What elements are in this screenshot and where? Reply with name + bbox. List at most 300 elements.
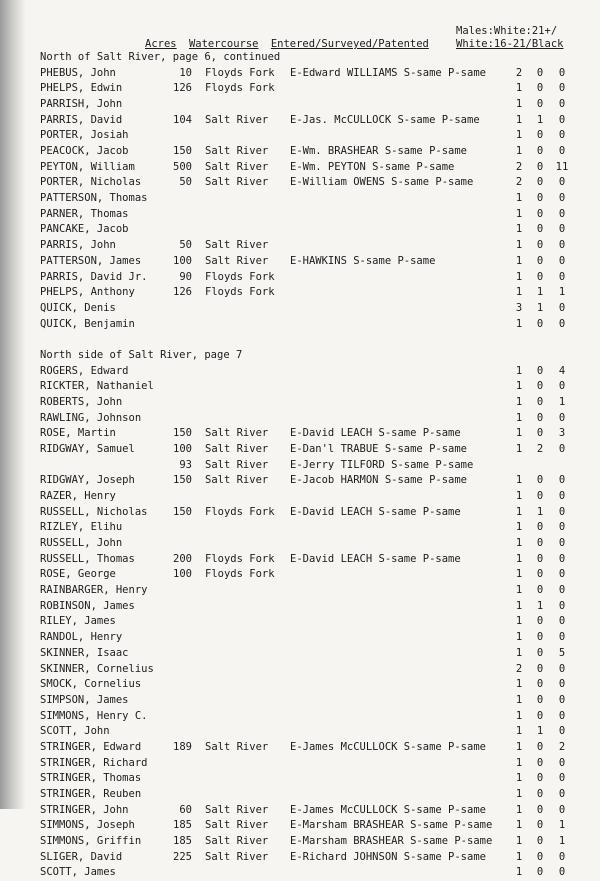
- record-white-16-21: 0: [536, 584, 544, 597]
- record-black: 0: [558, 301, 566, 314]
- record-name: STRINGER, John: [40, 803, 129, 816]
- record-entered: E-Wm. PEYTON S-same P-same: [290, 160, 455, 173]
- record-white-16-21: 0: [536, 82, 544, 95]
- record-name: STRINGER, Edward: [40, 740, 142, 753]
- record-males-21: 1: [515, 568, 523, 581]
- record-name: SIMMONS, Henry C.: [40, 709, 148, 722]
- record-black: 0: [558, 662, 566, 675]
- record-males-21: 1: [515, 82, 523, 95]
- record-black: 0: [558, 98, 566, 111]
- record-entered: E-David LEACH S-same P-same: [290, 552, 461, 565]
- record-black: 1: [558, 395, 566, 408]
- record-watercourse: Floyds Fork: [205, 270, 275, 283]
- column-headers: [145, 38, 435, 50]
- record-white-16-21: 0: [536, 646, 544, 659]
- record-row: [0, 145, 600, 160]
- record-row: [0, 757, 600, 772]
- record-white-16-21: 0: [536, 866, 544, 879]
- record-white-16-21: 1: [536, 113, 544, 126]
- header-entered: Entered/Surveyed/Patented: [270, 38, 429, 50]
- record-males-21: 1: [515, 223, 523, 236]
- record-entered: E-James McCULLOCK S-same P-same: [290, 803, 486, 816]
- record-males-21: 1: [515, 505, 523, 518]
- record-name: ROSE, George: [40, 568, 116, 581]
- record-row: [0, 114, 600, 129]
- record-row: [0, 459, 600, 474]
- record-row: [0, 427, 600, 442]
- record-males-21: 1: [515, 254, 523, 267]
- record-row: [0, 239, 600, 254]
- record-name: STRINGER, Richard: [40, 756, 148, 769]
- record-name: QUICK, Benjamin: [40, 317, 135, 330]
- record-name: RIDGWAY, Samuel: [40, 443, 135, 455]
- record-black: 0: [558, 270, 566, 283]
- record-black: 0: [558, 756, 566, 769]
- record-row: [0, 67, 600, 82]
- record-males-21: 1: [515, 364, 523, 377]
- record-males-21: 1: [515, 207, 523, 220]
- record-white-16-21: 0: [536, 756, 544, 769]
- record-name: RIDGWAY, Joseph: [40, 474, 135, 487]
- record-black: 0: [558, 380, 566, 393]
- record-name: SCOTT, John: [40, 725, 110, 738]
- record-black: 1: [558, 819, 566, 832]
- record-white-16-21: 0: [536, 615, 544, 628]
- record-males-21: 1: [515, 772, 523, 785]
- record-white-16-21: 0: [536, 66, 544, 79]
- record-black: 0: [558, 772, 566, 785]
- record-watercourse: Floyds Fork: [205, 82, 275, 95]
- record-white-16-21: 1: [536, 286, 544, 299]
- record-name: RAZER, Henry: [40, 490, 116, 503]
- record-row: [0, 694, 600, 709]
- record-name: PATTERSON, James: [40, 254, 142, 267]
- record-males-21: 1: [515, 286, 523, 299]
- record-males-21: 1: [515, 725, 523, 738]
- record-entered: E-Jacob HARMON S-same P-same: [290, 474, 468, 487]
- record-black: 0: [558, 129, 566, 142]
- record-row: [0, 866, 600, 881]
- record-males-21: 1: [515, 850, 523, 863]
- record-acres: 90: [179, 270, 192, 283]
- record-entered: E-Edward WILLIAMS S-same P-same: [290, 66, 486, 79]
- record-row: [0, 788, 600, 803]
- record-white-16-21: 1: [536, 725, 544, 738]
- record-acres: 150: [173, 145, 192, 158]
- record-white-16-21: 0: [536, 254, 544, 267]
- record-row: [0, 819, 600, 834]
- record-black: 1: [558, 835, 566, 847]
- record-watercourse: Floyds Fork: [205, 568, 275, 581]
- record-males-21: 1: [515, 98, 523, 111]
- record-row: [0, 506, 600, 521]
- record-black: 0: [558, 709, 566, 722]
- record-name: RUSSELL, Nicholas: [40, 505, 148, 518]
- record-row: [0, 851, 600, 866]
- record-entered: E-David LEACH S-same P-same: [290, 427, 461, 440]
- record-white-16-21: 0: [536, 207, 544, 220]
- record-row: [0, 443, 600, 458]
- record-white-16-21: 0: [536, 521, 544, 534]
- record-males-21: 1: [515, 835, 523, 847]
- record-watercourse: Salt River: [205, 443, 269, 455]
- record-black: 1: [558, 286, 566, 299]
- record-males-21: 1: [515, 552, 523, 565]
- record-acres: 10: [179, 66, 192, 79]
- record-black: 0: [558, 254, 566, 267]
- record-row: [0, 647, 600, 662]
- record-black: 0: [558, 599, 566, 612]
- record-acres: 50: [179, 176, 192, 189]
- record-acres: 126: [173, 82, 192, 95]
- record-males-21: 1: [515, 787, 523, 800]
- record-white-16-21: 0: [536, 678, 544, 691]
- record-watercourse: Salt River: [205, 176, 269, 189]
- record-males-21: 1: [515, 427, 523, 440]
- record-males-21: 1: [515, 317, 523, 330]
- record-watercourse: Salt River: [205, 427, 269, 440]
- record-name: RUSSELL, John: [40, 537, 123, 550]
- record-name: QUICK, Denis: [40, 301, 116, 314]
- record-entered: E-Marsham BRASHEAR S-same P-same: [290, 819, 493, 832]
- record-black: 0: [558, 678, 566, 691]
- record-name: PHELPS, Anthony: [40, 286, 135, 299]
- record-entered: E-Wm. BRASHEAR S-same P-same: [290, 145, 468, 158]
- record-white-16-21: 0: [536, 364, 544, 377]
- record-males-21: 1: [515, 819, 523, 832]
- record-black: 0: [558, 192, 566, 205]
- record-row: [0, 98, 600, 113]
- record-acres: 93: [179, 458, 192, 471]
- record-black: 0: [558, 866, 566, 879]
- section-title: North side of Salt River, page 7: [40, 348, 243, 361]
- record-males-21: 1: [515, 646, 523, 659]
- record-name: SMOCK, Cornelius: [40, 678, 142, 691]
- record-acres: 60: [179, 803, 192, 816]
- record-black: 0: [558, 474, 566, 487]
- record-name: PEYTON, William: [40, 160, 135, 173]
- record-males-21: 1: [515, 145, 523, 158]
- record-watercourse: Floyds Fork: [205, 286, 275, 299]
- record-watercourse: Salt River: [205, 835, 269, 847]
- record-black: 0: [558, 615, 566, 628]
- record-males-21: 1: [515, 678, 523, 691]
- record-row: [0, 537, 600, 552]
- record-males-21: 2: [515, 160, 523, 173]
- record-entered: E-David LEACH S-same P-same: [290, 505, 461, 518]
- record-males-21: 1: [515, 239, 523, 252]
- record-white-16-21: 0: [536, 835, 544, 847]
- record-entered: E-Jas. McCULLOCK S-same P-same: [290, 113, 480, 126]
- record-watercourse: Salt River: [205, 850, 269, 863]
- record-black: 3: [558, 427, 566, 440]
- record-name: PANCAKE, Jacob: [40, 223, 129, 236]
- record-name: SKINNER, Cornelius: [40, 662, 154, 675]
- record-white-16-21: 0: [536, 427, 544, 440]
- record-black: 0: [558, 207, 566, 220]
- record-row: [0, 631, 600, 646]
- record-white-16-21: 0: [536, 693, 544, 706]
- record-row: [0, 380, 600, 395]
- record-name: SIMMONS, Joseph: [40, 819, 135, 832]
- record-watercourse: Floyds Fork: [205, 66, 275, 79]
- header-watercourse: Watercourse: [188, 38, 259, 50]
- record-white-16-21: 0: [536, 537, 544, 550]
- record-white-16-21: 0: [536, 803, 544, 816]
- record-row: [0, 271, 600, 286]
- record-acres: 150: [173, 427, 192, 440]
- record-watercourse: Salt River: [205, 160, 269, 173]
- record-row: [0, 286, 600, 301]
- record-white-16-21: 0: [536, 129, 544, 142]
- record-row: [0, 192, 600, 207]
- record-watercourse: Salt River: [205, 145, 269, 158]
- record-row: [0, 176, 600, 191]
- record-males-21: 1: [515, 129, 523, 142]
- record-name: PARNER, Thomas: [40, 207, 129, 220]
- record-row: [0, 835, 600, 850]
- record-entered: E-Marsham BRASHEAR S-same P-same: [290, 835, 493, 847]
- record-name: PHEBUS, John: [40, 66, 116, 79]
- record-white-16-21: 0: [536, 270, 544, 283]
- record-black: 0: [558, 223, 566, 236]
- record-name: PARRIS, David Jr.: [40, 270, 148, 283]
- record-black: 0: [558, 725, 566, 738]
- record-black: 0: [558, 411, 566, 424]
- record-black: 0: [558, 693, 566, 706]
- record-entered: E-William OWENS S-same P-same: [290, 176, 474, 189]
- record-white-16-21: 1: [536, 599, 544, 612]
- record-males-21: 1: [515, 537, 523, 550]
- record-males-21: 1: [515, 192, 523, 205]
- record-males-21: 1: [515, 490, 523, 503]
- record-acres: 150: [173, 474, 192, 487]
- record-row: [0, 804, 600, 819]
- record-males-21: 2: [515, 662, 523, 675]
- record-black: 5: [558, 646, 566, 659]
- record-row: [0, 725, 600, 740]
- record-black: 0: [558, 631, 566, 644]
- record-males-21: 1: [515, 740, 523, 753]
- record-row: [0, 568, 600, 583]
- record-name: RUSSELL, Thomas: [40, 552, 135, 565]
- record-white-16-21: 0: [536, 223, 544, 236]
- record-black: 0: [558, 443, 566, 455]
- record-males-21: 1: [515, 803, 523, 816]
- record-white-16-21: 0: [536, 192, 544, 205]
- record-watercourse: Salt River: [205, 819, 269, 832]
- record-entered: E-HAWKINS S-same P-same: [290, 254, 436, 267]
- record-black: 11: [555, 160, 569, 173]
- record-watercourse: Salt River: [205, 113, 269, 126]
- record-entered: E-Richard JOHNSON S-same P-same: [290, 850, 486, 863]
- record-name: SLIGER, David: [40, 850, 123, 863]
- record-white-16-21: 0: [536, 740, 544, 753]
- record-black: 0: [558, 505, 566, 518]
- record-black: 2: [558, 740, 566, 753]
- record-name: ROSE, Martin: [40, 427, 116, 440]
- record-acres: 150: [173, 505, 192, 518]
- record-row: [0, 208, 600, 223]
- record-name: PEACOCK, Jacob: [40, 145, 129, 158]
- record-acres: 100: [173, 254, 192, 267]
- record-name: PORTER, Josiah: [40, 129, 129, 142]
- record-males-21: 2: [515, 66, 523, 79]
- record-watercourse: Floyds Fork: [205, 505, 275, 518]
- record-entered: E-Jerry TILFORD S-same P-same: [290, 458, 474, 471]
- record-row: [0, 678, 600, 693]
- record-name: RIZLEY, Elihu: [40, 521, 123, 534]
- record-name: SIMPSON, James: [40, 693, 129, 706]
- record-row: [0, 615, 600, 630]
- record-males-21: 1: [515, 631, 523, 644]
- record-white-16-21: 0: [536, 145, 544, 158]
- record-row: [0, 600, 600, 615]
- record-row: [0, 302, 600, 317]
- record-males-21: 1: [515, 866, 523, 879]
- record-white-16-21: 0: [536, 176, 544, 189]
- record-males-21: 1: [515, 756, 523, 769]
- record-males-21: 1: [515, 270, 523, 283]
- record-name: RAINBARGER, Henry: [40, 584, 148, 597]
- record-name: PARRIS, David: [40, 113, 123, 126]
- record-black: 0: [558, 490, 566, 503]
- record-males-21: 2: [515, 176, 523, 189]
- record-white-16-21: 0: [536, 850, 544, 863]
- record-row: [0, 365, 600, 380]
- record-row: [0, 553, 600, 568]
- record-row: [0, 318, 600, 333]
- record-name: RAWLING, Johnson: [40, 411, 142, 424]
- record-males-21: 1: [515, 709, 523, 722]
- record-acres: 189: [173, 740, 192, 753]
- record-name: ROBERTS, John: [40, 395, 123, 408]
- record-name: SIMMONS, Griffin: [40, 835, 142, 847]
- record-white-16-21: 0: [536, 772, 544, 785]
- record-watercourse: Salt River: [205, 803, 269, 816]
- record-males-21: 1: [515, 113, 523, 126]
- record-watercourse: Salt River: [205, 239, 269, 252]
- header-males-label: Males:White:21+/: [456, 25, 558, 37]
- record-name: STRINGER, Thomas: [40, 772, 142, 785]
- record-black: 0: [558, 113, 566, 126]
- record-acres: 185: [173, 835, 192, 847]
- record-black: 0: [558, 552, 566, 565]
- record-white-16-21: 0: [536, 787, 544, 800]
- record-males-21: 1: [515, 584, 523, 597]
- record-row: [0, 412, 600, 427]
- record-white-16-21: 0: [536, 552, 544, 565]
- record-watercourse: Salt River: [205, 740, 269, 753]
- record-white-16-21: 0: [536, 411, 544, 424]
- record-males-21: 1: [515, 474, 523, 487]
- record-white-16-21: 0: [536, 490, 544, 503]
- record-row: [0, 129, 600, 144]
- record-white-16-21: 0: [536, 568, 544, 581]
- record-males-21: 1: [515, 615, 523, 628]
- record-row: [0, 521, 600, 536]
- header-white-black: White:16-21/Black: [456, 38, 564, 50]
- record-row: [0, 161, 600, 176]
- record-males-21: 1: [515, 411, 523, 424]
- record-black: 4: [558, 364, 566, 377]
- record-black: 0: [558, 66, 566, 79]
- record-row: [0, 663, 600, 678]
- record-white-16-21: 0: [536, 317, 544, 330]
- record-row: [0, 584, 600, 599]
- record-name: ROBINSON, James: [40, 599, 135, 612]
- record-black: 0: [558, 803, 566, 816]
- record-white-16-21: 0: [536, 819, 544, 832]
- record-black: 0: [558, 145, 566, 158]
- record-males-21: 1: [515, 443, 523, 455]
- record-entered: E-James McCULLOCK S-same P-same: [290, 740, 486, 753]
- record-name: RILEY, James: [40, 615, 116, 628]
- record-row: [0, 255, 600, 270]
- record-watercourse: Salt River: [205, 474, 269, 487]
- record-name: PORTER, Nicholas: [40, 176, 142, 189]
- record-row: [0, 772, 600, 787]
- record-black: 0: [558, 521, 566, 534]
- record-black: 0: [558, 584, 566, 597]
- record-black: 0: [558, 850, 566, 863]
- record-acres: 200: [173, 552, 192, 565]
- record-acres: 126: [173, 286, 192, 299]
- record-name: RICKTER, Nathaniel: [40, 380, 154, 393]
- record-white-16-21: 1: [536, 301, 544, 314]
- record-entered: E-Dan'l TRABUE S-same P-same: [290, 443, 468, 455]
- record-white-16-21: 0: [536, 474, 544, 487]
- record-row: [0, 223, 600, 238]
- record-males-21: 1: [515, 521, 523, 534]
- record-name: SCOTT, James: [40, 866, 116, 879]
- record-row: [0, 396, 600, 411]
- record-name: PARRIS, John: [40, 239, 116, 252]
- record-white-16-21: 0: [536, 662, 544, 675]
- record-white-16-21: 0: [536, 709, 544, 722]
- record-acres: 500: [173, 160, 192, 173]
- record-name: PARRISH, John: [40, 98, 123, 111]
- record-white-16-21: 0: [536, 239, 544, 252]
- record-name: RANDOL, Henry: [40, 631, 123, 644]
- header-acres: Acres: [145, 38, 177, 50]
- record-males-21: 1: [515, 599, 523, 612]
- record-white-16-21: 2: [536, 443, 544, 455]
- record-row: [0, 490, 600, 505]
- record-white-16-21: 0: [536, 380, 544, 393]
- record-row: [0, 741, 600, 756]
- record-males-21: 1: [515, 395, 523, 408]
- record-black: 0: [558, 176, 566, 189]
- record-black: 0: [558, 239, 566, 252]
- record-black: 0: [558, 787, 566, 800]
- record-acres: 185: [173, 819, 192, 832]
- record-acres: 100: [173, 568, 192, 581]
- record-acres: 100: [173, 443, 192, 455]
- record-watercourse: Floyds Fork: [205, 552, 275, 565]
- record-name: PHELPS, Edwin: [40, 82, 123, 95]
- record-black: 0: [558, 568, 566, 581]
- record-watercourse: Salt River: [205, 458, 269, 471]
- record-row: [0, 474, 600, 489]
- section-title: North of Salt River, page 6, continued: [40, 51, 281, 63]
- record-name: STRINGER, Reuben: [40, 787, 142, 800]
- record-white-16-21: 0: [536, 631, 544, 644]
- record-white-16-21: 0: [536, 160, 544, 173]
- record-white-16-21: 0: [536, 98, 544, 111]
- record-black: 0: [558, 82, 566, 95]
- record-males-21: 1: [515, 380, 523, 393]
